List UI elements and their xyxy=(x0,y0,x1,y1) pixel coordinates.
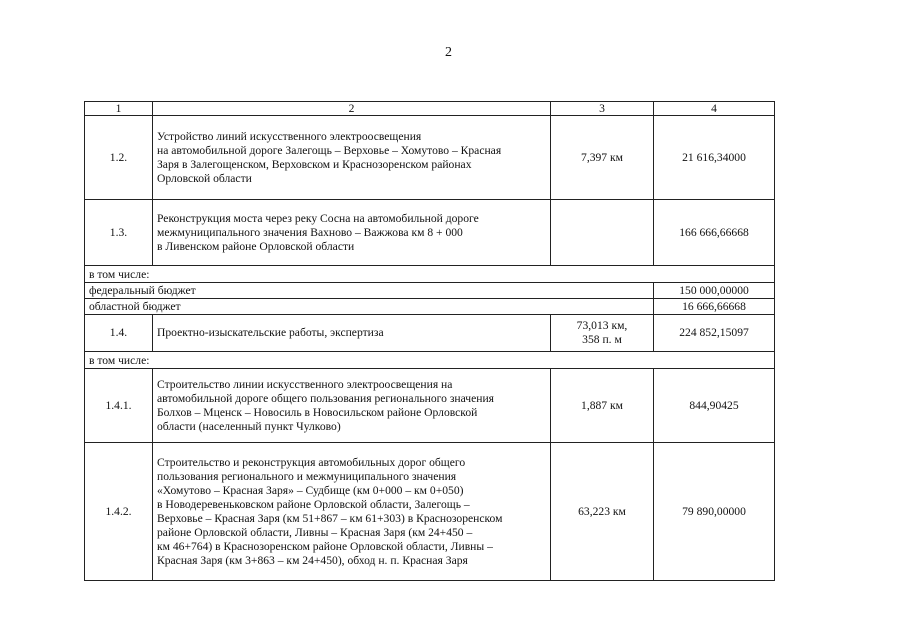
subheading-row xyxy=(85,352,775,369)
budget-row xyxy=(85,299,775,315)
item-length xyxy=(551,369,654,443)
header-cell: 4 xyxy=(654,102,775,116)
subheading-label: в том числе: xyxy=(85,266,775,283)
item-amount: 166 666,66668 xyxy=(654,200,775,266)
description-line: Реконструкция моста через реку Сосна на автомобильной дороге xyxy=(157,211,479,225)
description-line: Строительство и реконструкция автомобильных дорог общего xyxy=(157,455,466,469)
item-number: 1.4.2. xyxy=(85,443,153,581)
table-row xyxy=(85,200,775,266)
description-line: пользования регионального и межмуниципального значения xyxy=(157,469,457,483)
description-line: Орловской области xyxy=(157,171,252,185)
description-line: Устройство линий искусственного электроосвещения xyxy=(157,129,422,143)
item-amount: 79 890,00000 xyxy=(654,443,775,581)
description-line: «Хомутово – Красная Заря» – Судбище (км 0+000 – км 0+050) xyxy=(157,483,464,497)
table-body xyxy=(85,102,775,581)
header-cell: 3 xyxy=(551,102,654,116)
description-line: Проектно-изыскательские работы, экспертиза xyxy=(157,326,384,339)
budget-row xyxy=(85,283,775,299)
budget-amount: 16 666,66668 xyxy=(654,299,775,315)
budget-label: федеральный бюджет xyxy=(85,283,654,299)
item-description xyxy=(153,200,551,266)
budget-table xyxy=(84,101,775,581)
length-line: 73,013 км, xyxy=(576,319,628,332)
table-header-row xyxy=(85,102,775,116)
subheading-label: в том числе: xyxy=(85,352,775,369)
item-description xyxy=(153,443,551,581)
description-line: Заря в Залегощенском, Верховском и Краснозоренском районах xyxy=(157,157,472,171)
subheading-row xyxy=(85,266,775,283)
description-line: автомобильной дороге общего пользования регионального значения xyxy=(157,391,495,405)
table-row xyxy=(85,369,775,443)
description-line: в Ливенском районе Орловской области xyxy=(157,239,355,253)
length-line: 63,223 км xyxy=(578,504,626,518)
item-description xyxy=(153,369,551,443)
description-line: Строительство линии искусственного электроосвещения на xyxy=(157,377,453,391)
description-line: Болхов – Мценск – Новосиль в Новосильском районе Орловской xyxy=(157,405,478,419)
item-description xyxy=(153,116,551,200)
item-length xyxy=(551,200,654,266)
item-length xyxy=(551,315,654,352)
table-row xyxy=(85,116,775,200)
length-line: 358 п. м xyxy=(582,333,622,346)
description-line: км 46+764) в Краснозоренском районе Орловской области, Ливны – xyxy=(157,539,493,553)
item-length xyxy=(551,443,654,581)
item-number: 1.4.1. xyxy=(85,369,153,443)
budget-amount: 150 000,00000 xyxy=(654,283,775,299)
item-number: 1.3. xyxy=(85,200,153,266)
header-cell: 1 xyxy=(85,102,153,116)
item-amount: 21 616,34000 xyxy=(654,116,775,200)
description-line: в Новодеревеньковском районе Орловской области, Залегощь – xyxy=(157,497,470,511)
length-line: 7,397 км xyxy=(581,150,623,164)
item-description xyxy=(153,315,551,352)
table-row xyxy=(85,443,775,581)
length-line: 1,887 км xyxy=(581,398,623,412)
page-number: 2 xyxy=(445,45,452,60)
budget-label: областной бюджет xyxy=(85,299,654,315)
item-amount: 844,90425 xyxy=(654,369,775,443)
description-line: районе Орловской области, Ливны – Красная Заря (км 24+450 – xyxy=(157,525,473,539)
item-length xyxy=(551,116,654,200)
description-line: Верховье – Красная Заря (км 51+867 – км 61+303) в Краснозоренском xyxy=(157,511,503,525)
description-line: Красная Заря (км 3+863 – км 24+450), обход н. п. Красная Заря xyxy=(157,553,468,567)
table-row xyxy=(85,315,775,352)
description-line: на автомобильной дороге Залегощь – Верховье – Хомутово – Красная xyxy=(157,143,502,157)
item-number: 1.4. xyxy=(85,315,153,352)
description-line: межмуниципального значения Вахново – Важжова км 8 + 000 xyxy=(157,225,463,239)
item-number: 1.2. xyxy=(85,116,153,200)
header-cell: 2 xyxy=(153,102,551,116)
item-amount: 224 852,15097 xyxy=(654,315,775,352)
description-line: области (населенный пункт Чулково) xyxy=(157,419,341,433)
